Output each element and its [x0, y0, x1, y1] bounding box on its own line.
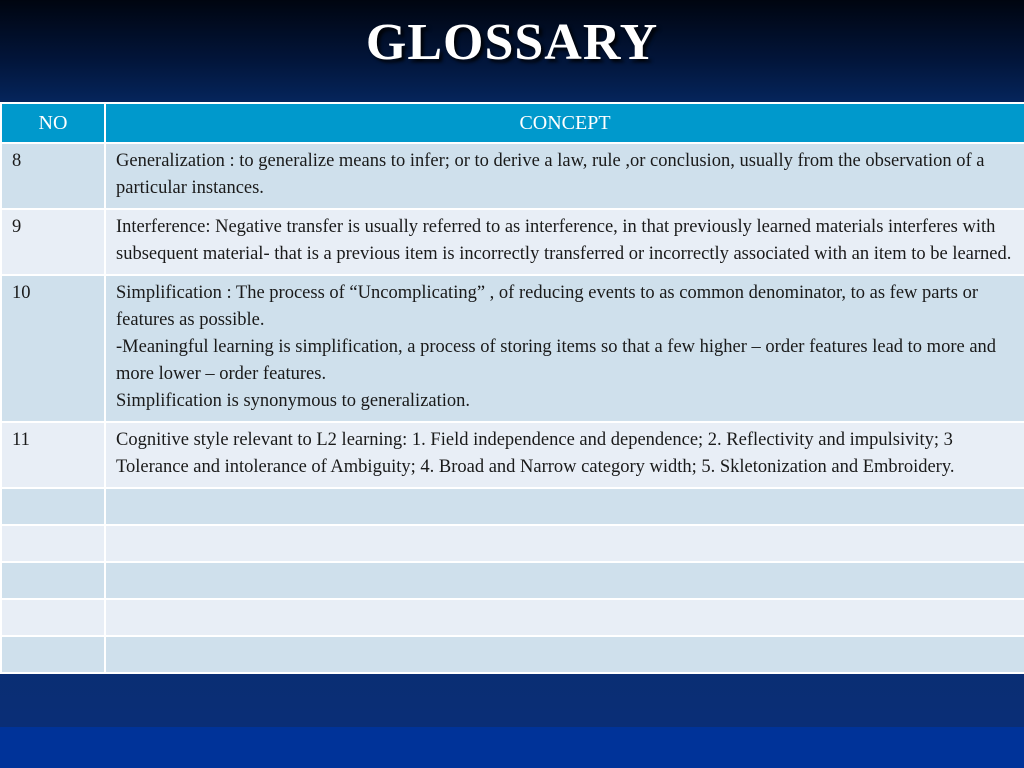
concept-text: Interference: Negative transfer is usually referred to as interference, in that previously learned materials interferes with subsequent material- that is a previous item is incorrectly transferred or incorrectly associated with an item to be learned.: [116, 217, 1012, 264]
table-row: [1, 275, 1024, 422]
concept-cell: [105, 209, 1024, 275]
table-header-row: [1, 103, 1024, 143]
concept-text: Simplification : The process of “Uncomplicating” , of reducing events to as common denominator, to as few parts or features as possible.: [116, 283, 979, 330]
concept-cell: [105, 488, 1024, 525]
concept-cell: [105, 525, 1024, 562]
footer-band: [0, 727, 1024, 768]
concept-text: Simplification is synonymous to generalization.: [116, 391, 471, 411]
row-number: 11: [1, 422, 105, 488]
column-header-concept: CONCEPT: [105, 103, 1024, 143]
concept-cell: [105, 636, 1024, 673]
concept-text: Generalization : to generalize means to infer; or to derive a law, rule ,or conclusion, usually from the observation of a particular instances.: [116, 151, 985, 198]
page-title: GLOSSARY: [365, 14, 659, 71]
concept-cell: [105, 143, 1024, 209]
concept-text: -Meaningful learning is simplification, a process of storing items so that a few higher – order features lead to more and more lower – order features.: [116, 337, 997, 384]
concept-cell: [105, 275, 1024, 422]
glossary-table: [0, 102, 1024, 674]
table-row: [1, 143, 1024, 209]
concept-cell: [105, 599, 1024, 636]
column-header-no: NO: [1, 103, 105, 143]
table-row: [1, 525, 1024, 562]
concept-text: Cognitive style relevant to L2 learning: 1. Field independence and dependence; 2. Reflectivity and impulsivity; 3 Tolerance and intolerance of Ambiguity; 4. Broad and Narrow category width; 5. Skletonization and Embroidery.: [116, 430, 955, 477]
row-number: [1, 562, 105, 599]
row-number: 10: [1, 275, 105, 422]
row-number: 9: [1, 209, 105, 275]
table-row: [1, 636, 1024, 673]
table-row: [1, 488, 1024, 525]
row-number: 8: [1, 143, 105, 209]
row-number: [1, 488, 105, 525]
row-number: [1, 525, 105, 562]
concept-cell: [105, 422, 1024, 488]
table-row: [1, 562, 1024, 599]
row-number: [1, 599, 105, 636]
row-number: [1, 636, 105, 673]
table-row: [1, 209, 1024, 275]
concept-cell: [105, 562, 1024, 599]
table-row: [1, 599, 1024, 636]
table-row: [1, 422, 1024, 488]
